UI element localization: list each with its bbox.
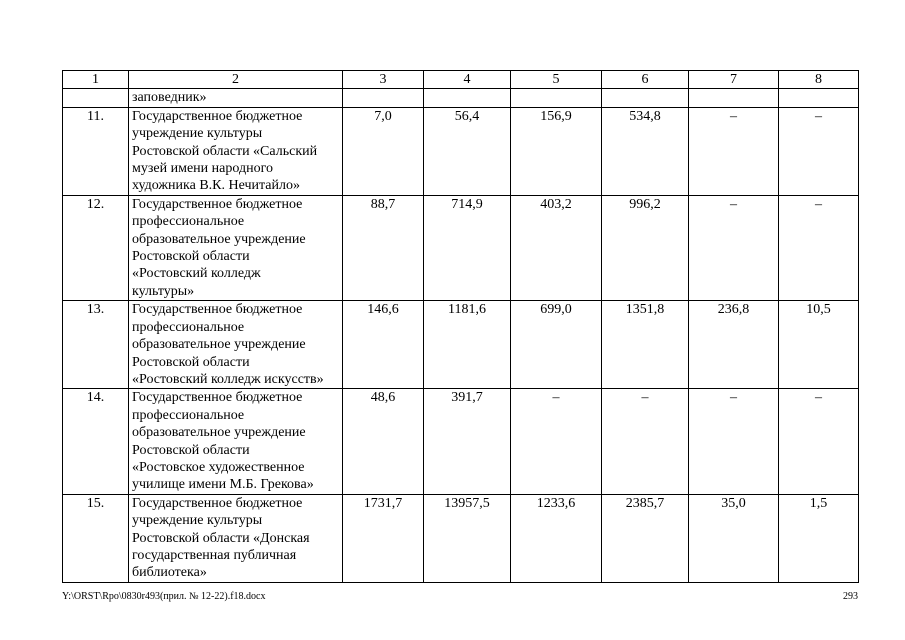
value-cell: 48,6 [343, 389, 424, 494]
value-cell: 996,2 [602, 195, 689, 300]
value-cell: – [689, 389, 779, 494]
row-number: 12. [63, 195, 129, 300]
value-cell: 13957,5 [424, 494, 511, 582]
institution-name-line: образовательное учреждение [132, 425, 306, 441]
institution-name-line: культуры» [132, 283, 195, 299]
institution-name-line: Государственное бюджетное [132, 196, 303, 212]
institution-name-line: образовательное учреждение [132, 231, 306, 247]
institution-name-line: профессиональное [132, 407, 245, 423]
institution-name-line: учреждение культуры [132, 126, 263, 142]
column-header: 3 [343, 71, 424, 89]
institution-name-line: «Ростовский колледж [132, 266, 261, 282]
value-cell: 156,9 [511, 107, 602, 195]
value-cell: 35,0 [689, 494, 779, 582]
value-cell: 1181,6 [424, 301, 511, 389]
value-cell: 1351,8 [602, 301, 689, 389]
budget-table [62, 70, 859, 583]
institution-name-line: музей имени народного [132, 161, 273, 177]
row-number: 14. [63, 389, 129, 494]
value-cell: – [511, 389, 602, 494]
value-cell: 403,2 [511, 195, 602, 300]
value-cell: 1233,6 [511, 494, 602, 582]
institution-name [129, 494, 343, 582]
institution-name-line: Ростовской области «Донская [132, 530, 310, 546]
file-path: Y:\ORST\Rpo\0830r493(прил. № 12-22).f18.docx [62, 591, 266, 602]
value-cell: – [689, 107, 779, 195]
column-header: 2 [129, 71, 343, 89]
value-cell: 714,9 [424, 195, 511, 300]
value-cell: 2385,7 [602, 494, 689, 582]
table-row [63, 301, 859, 389]
value-cell: – [779, 389, 859, 494]
institution-name-line: учреждение культуры [132, 513, 263, 529]
value-cell: 391,7 [424, 389, 511, 494]
value-cell: 7,0 [343, 107, 424, 195]
value-cell: 534,8 [602, 107, 689, 195]
continuation-row [63, 89, 859, 107]
institution-name-line: Государственное бюджетное [132, 302, 303, 318]
value-cell: – [689, 195, 779, 300]
institution-name-line: Государственное бюджетное [132, 108, 303, 124]
value-cell: – [602, 389, 689, 494]
value-cell: 56,4 [424, 107, 511, 195]
page-number: 293 [843, 591, 858, 602]
institution-name [129, 301, 343, 389]
institution-name-line: Ростовской области [132, 442, 250, 458]
value-cell: 1731,7 [343, 494, 424, 582]
institution-name-line: государственная публичная [132, 547, 297, 563]
column-header: 4 [424, 71, 511, 89]
institution-name-line: Государственное бюджетное [132, 390, 303, 406]
institution-name-line: художника В.К. Нечитайло» [132, 178, 300, 194]
institution-name-line: профессиональное [132, 214, 245, 230]
institution-name [129, 195, 343, 300]
institution-name [129, 107, 343, 195]
table-row [63, 389, 859, 494]
institution-name-line: Государственное бюджетное [132, 495, 303, 511]
row-number: 15. [63, 494, 129, 582]
institution-name-line: профессиональное [132, 319, 245, 335]
institution-name-line: образовательное учреждение [132, 337, 306, 353]
header-row [63, 71, 859, 89]
value-cell: 88,7 [343, 195, 424, 300]
table-row [63, 494, 859, 582]
institution-name-line: Ростовской области [132, 249, 250, 265]
institution-name-line: Ростовской области [132, 354, 250, 370]
row-number: 11. [63, 107, 129, 195]
value-cell: 699,0 [511, 301, 602, 389]
value-cell: 146,6 [343, 301, 424, 389]
table-row [63, 195, 859, 300]
value-cell: – [779, 107, 859, 195]
value-cell: 1,5 [779, 494, 859, 582]
institution-name-line: Ростовской области «Сальский [132, 143, 318, 159]
institution-name-line: училище имени М.Б. Грекова» [132, 477, 314, 493]
column-header: 7 [689, 71, 779, 89]
column-header: 6 [602, 71, 689, 89]
column-header: 1 [63, 71, 129, 89]
column-header: 8 [779, 71, 859, 89]
row-number: 13. [63, 301, 129, 389]
institution-name-line: библиотека» [132, 565, 207, 581]
column-header: 5 [511, 71, 602, 89]
institution-name [129, 389, 343, 494]
institution-name-line: «Ростовский колледж искусств» [132, 371, 324, 387]
continuation-text: заповедник» [129, 89, 343, 107]
value-cell: 10,5 [779, 301, 859, 389]
value-cell: 236,8 [689, 301, 779, 389]
value-cell: – [779, 195, 859, 300]
institution-name-line: «Ростовское художественное [132, 459, 305, 475]
table-body [63, 107, 859, 582]
table-row [63, 107, 859, 195]
